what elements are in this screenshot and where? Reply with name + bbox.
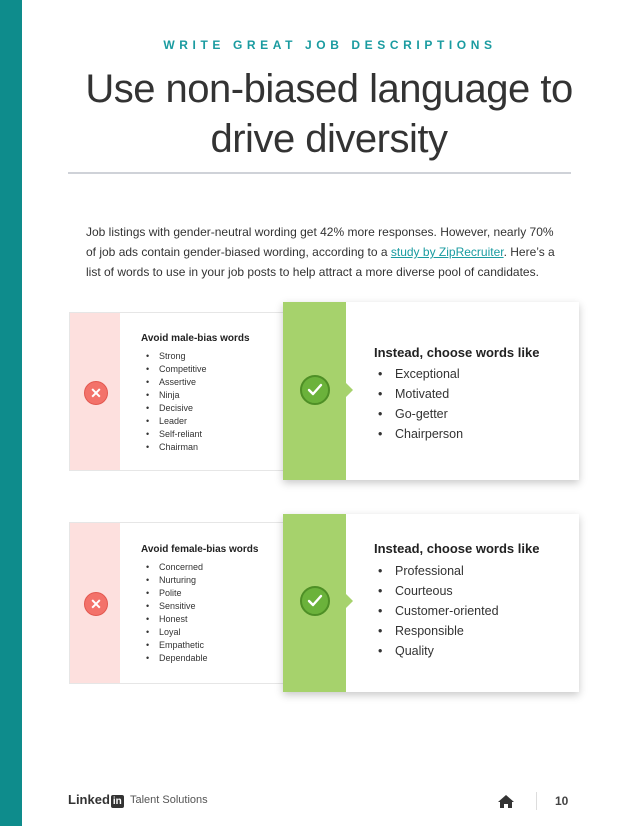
section-eyebrow: WRITE GREAT JOB DESCRIPTIONS (163, 38, 497, 52)
female-choose-heading: Instead, choose words like (374, 541, 540, 556)
title-line-2: drive diversity (210, 117, 448, 161)
list-item: • Responsible (378, 621, 499, 641)
list-item: • Chairman (146, 441, 207, 454)
title-divider (68, 172, 571, 174)
list-item: • Decisive (146, 402, 207, 415)
list-item: • Professional (378, 561, 499, 581)
intro-paragraph (86, 222, 556, 282)
x-icon: ✕ (84, 381, 108, 405)
check-icon (300, 375, 330, 405)
list-item: • Chairperson (378, 424, 463, 444)
list-item: • Leader (146, 415, 207, 428)
list-item: • Polite (146, 587, 208, 600)
side-accent-bar (0, 0, 22, 826)
male-avoid-card (69, 312, 287, 471)
list-item: • Strong (146, 350, 207, 363)
list-item: • Quality (378, 641, 499, 661)
list-item: • Go-getter (378, 404, 463, 424)
x-icon: ✕ (84, 592, 108, 616)
list-item: • Sensitive (146, 600, 208, 613)
male-choose-card (283, 302, 579, 480)
list-item: • Nurturing (146, 574, 208, 587)
page-number: 10 (555, 794, 569, 808)
intro-text-after: . Here’s a list of words to use in your job posts to help attract a more diverse pool of candidates. (86, 245, 555, 279)
check-icon (300, 586, 330, 616)
female-choose-list (378, 561, 499, 661)
footer-divider (536, 792, 537, 810)
list-item: • Motivated (378, 384, 463, 404)
list-item: • Ninja (146, 389, 207, 402)
male-choose-heading: Instead, choose words like (374, 345, 540, 360)
list-item: • Exceptional (378, 364, 463, 384)
list-item: • Assertive (146, 376, 207, 389)
female-choose-card (283, 514, 579, 692)
list-item: • Customer-oriented (378, 601, 499, 621)
list-item: • Dependable (146, 652, 208, 665)
title-line-1: Use non-biased language to (85, 67, 573, 111)
list-item: • Honest (146, 613, 208, 626)
linkedin-logo (68, 792, 124, 808)
female-avoid-heading: Avoid female-bias words (141, 544, 259, 555)
list-item: • Concerned (146, 561, 208, 574)
female-avoid-list (146, 561, 208, 665)
list-item: • Loyal (146, 626, 208, 639)
list-item: • Courteous (378, 581, 499, 601)
female-avoid-card (69, 522, 287, 684)
list-item: • Competitive (146, 363, 207, 376)
male-choose-list (378, 364, 463, 444)
male-avoid-heading: Avoid male-bias words (141, 333, 250, 344)
ziprecruiter-study-link[interactable]: study by ZipRecruiter (390, 245, 504, 259)
home-icon[interactable] (497, 794, 515, 814)
intro-text-before: Job listings with gender-neutral wording get 42% more responses. However, nearly 70% of job ads contain gender-biased wording, according to a (86, 225, 554, 259)
list-item: • Self-reliant (146, 428, 207, 441)
male-avoid-list (146, 350, 207, 454)
logo-in-box: in (112, 796, 122, 807)
page-title (40, 64, 618, 164)
logo-text: Linked (68, 792, 110, 807)
list-item: • Empathetic (146, 639, 208, 652)
talent-solutions-label: Talent Solutions (130, 794, 208, 806)
